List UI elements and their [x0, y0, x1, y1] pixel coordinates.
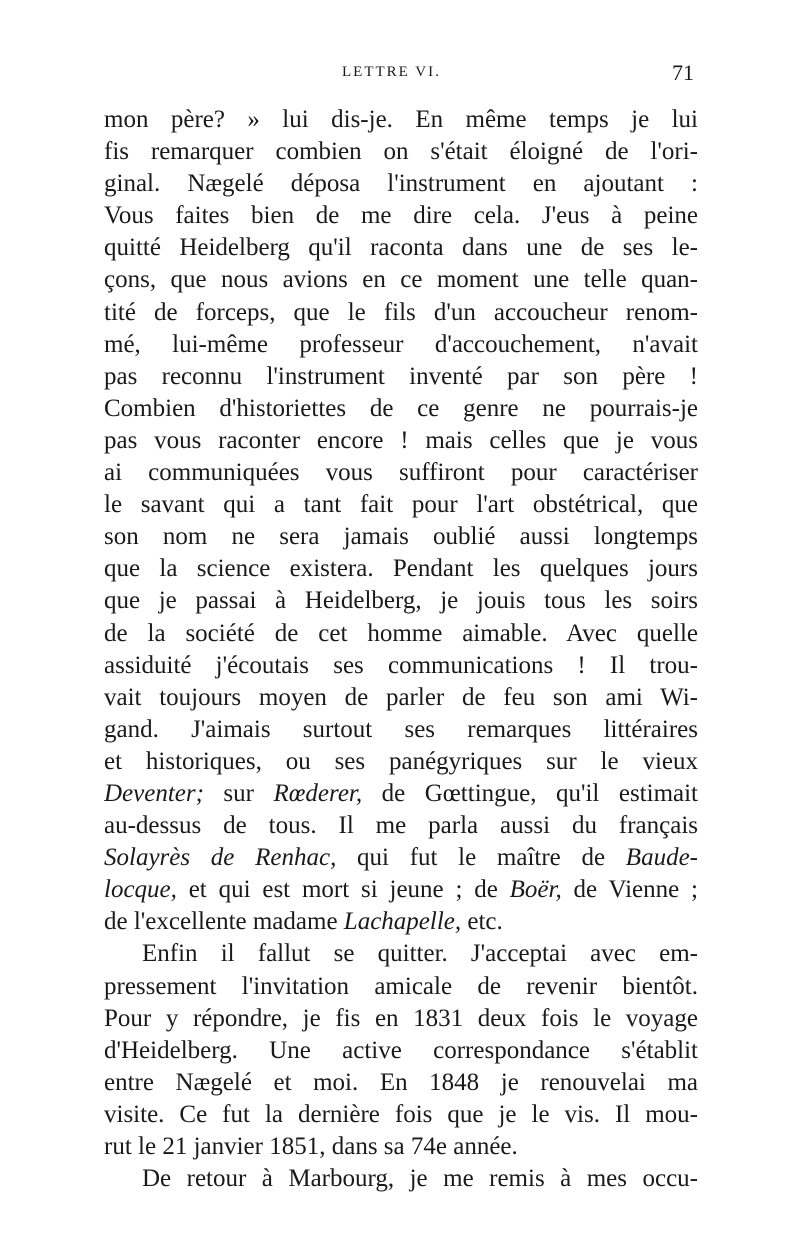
- running-title: LETTRE VI.: [342, 64, 441, 80]
- text-line: Deventer; sur Rœderer, de Gœttingue, qu'il estimait: [104, 779, 698, 807]
- text-line: mon père? » lui dis-je. En même temps je lui: [104, 106, 698, 133]
- text-line: locque, et qui est mort si jeune ; de Boër, de Vienne ;: [104, 876, 698, 904]
- text-line: mé, lui-même professeur d'accouchement, n'avait: [104, 330, 698, 358]
- text-line: assiduité j'écoutais ses communications ! Il trou-: [104, 651, 698, 679]
- body-text: [104, 104, 698, 1195]
- text-line: pressement l'invitation amicale de revenir bientôt.: [104, 972, 698, 1000]
- text-line: fis remarquer combien on s'était éloigné de l'ori-: [104, 138, 698, 166]
- text-line: Combien d'historiettes de ce genre ne pourrais-je: [104, 394, 698, 422]
- text-line: tité de forceps, que le fils d'un accoucheur renom-: [104, 298, 698, 326]
- text-line: çons, que nous avions en ce moment une telle quan-: [104, 266, 698, 294]
- text-line: son nom ne sera jamais oublié aussi longtemps: [104, 523, 698, 551]
- text-line: rut le 21 janvier 1851, dans sa 74e année.: [104, 1133, 518, 1160]
- text-line: Solayrès de Renhac, qui fut le maître de Baude-: [104, 844, 698, 872]
- text-line: visite. Ce fut la dernière fois que je le vis. Il mou-: [104, 1100, 698, 1128]
- text-line: de l'excellente madame Lachapelle, etc.: [104, 908, 503, 936]
- text-line: gand. J'aimais surtout ses remarques littéraires: [104, 715, 698, 743]
- text-line: ginal. Nægelé déposa l'instrument en ajoutant :: [104, 170, 698, 198]
- text-line: et historiques, ou ses panégyriques sur le vieux: [104, 747, 698, 775]
- text-line: le savant qui a tant fait pour l'art obstétrical, que: [104, 491, 698, 519]
- page-header: [104, 60, 694, 90]
- text-line: pas reconnu l'instrument inventé par son père !: [104, 362, 698, 390]
- text-line: Enfin il fallut se quitter. J'acceptai avec em-: [142, 940, 698, 968]
- text-line: Pour y répondre, je fis en 1831 deux fois le voyage: [104, 1004, 698, 1032]
- text-line: ai communiquées vous suffiront pour caractériser: [104, 459, 698, 487]
- text-line: entre Nægelé et moi. En 1848 je renouvelai ma: [104, 1068, 698, 1096]
- text-line: de la société de cet homme aimable. Avec quelle: [104, 619, 698, 647]
- text-line: que la science existera. Pendant les quelques jours: [104, 555, 698, 583]
- page-number: 71: [672, 60, 694, 85]
- text-line: Vous faites bien de me dire cela. J'eus à peine: [104, 202, 698, 230]
- text-line: que je passai à Heidelberg, je jouis tous les soirs: [104, 587, 698, 615]
- text-line: pas vous raconter encore ! mais celles que je vous: [104, 426, 698, 454]
- text-line: quitté Heidelberg qu'il raconta dans une de ses le-: [104, 234, 698, 262]
- text-line: vait toujours moyen de parler de feu son ami Wi-: [104, 683, 698, 711]
- text-line: d'Heidelberg. Une active correspondance s'établit: [104, 1036, 698, 1064]
- text-line: De retour à Marbourg, je me remis à mes occu-: [142, 1165, 698, 1193]
- text-line: au-dessus de tous. Il me parla aussi du français: [104, 812, 698, 840]
